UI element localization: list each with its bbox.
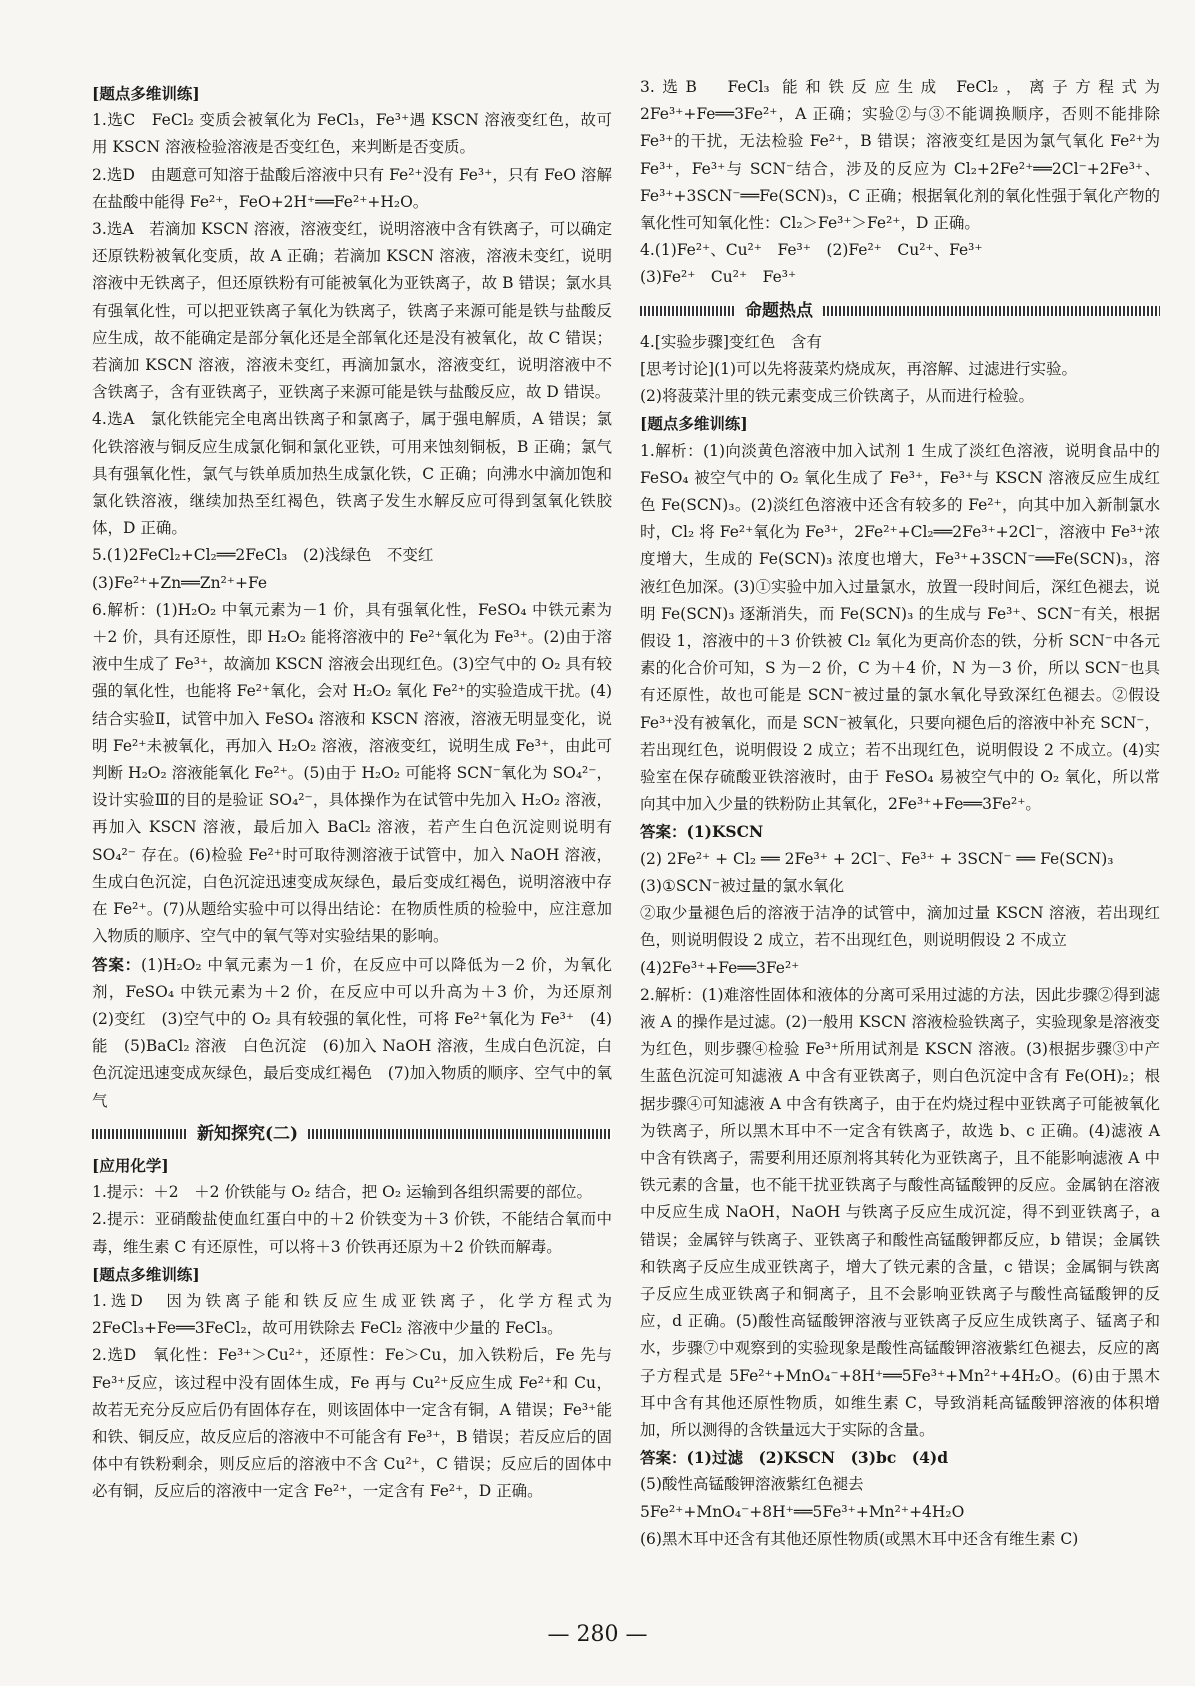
section-banner: [92, 1121, 612, 1148]
left-column: [92, 80, 628, 1506]
answer-item: 1.选D 因为铁离子能和铁反应生成亚铁离子，化学方程式为 2FeCl₃+Fe══3FeCl₂，故可用铁除去 FeCl₂ 溶液中少量的 FeCl₃。: [92, 1291, 612, 1338]
answer-item: 答案：(1)KSCN: [640, 822, 764, 842]
answer-item: 3.选A 若滴加 KSCN 溶液，溶液变红，说明溶液中含有铁离子，可以确定还原铁粉被氧化变质，故 A 正确；若滴加 KSCN 溶液，溶液未变红，说明溶液中无铁离子，但还原铁粉有可能被氧化为亚铁离子，故 B 错误；氯水具有强氧化性，可以把亚铁离子氧化为铁离子，铁离子来源可能是铁与盐酸反应生成，故不能确定是部分氧化还是全部氧化还是没有被氧化，故 C 错误；若滴加 KSCN 溶液，溶液未变红，再滴加氯水，溶液变红，说明溶液中不含铁离子，含有亚铁离子，亚铁离子来源可能是铁与盐酸反应，故 D 错误。: [92, 220, 612, 402]
section-header: [题点多维训练]: [92, 1264, 200, 1284]
answer-item: 2.选D 氧化性：Fe³⁺＞Cu²⁺，还原性：Fe＞Cu，加入铁粉后，Fe 先与 Fe³⁺反应，该过程中没有固体生成，Fe 再与 Cu²⁺反应生成 Fe²⁺和 Cu，故若无充分反应后仍有固体存在，则该固体中一定含有铜，A 错误；Fe³⁺能和铁、铜反应，故反应后的溶液中不可能含有 Fe³⁺，B 错误；若反应后的固体中有铁粉剩余，则反应后的溶液中不含 Cu²⁺，C 错误；反应后的固体中必有铜，反应后的溶液中一定含 Fe²⁺，一定含有 Fe²⁺，D 正确。: [92, 1346, 612, 1501]
answer-item: 4.选A 氯化铁能完全电离出铁离子和氯离子，属于强电解质，A 错误；氯化铁溶液与铜反应生成氯化铜和氯化亚铁，可用来蚀刻铜板，B 正确；氯气具有强氧化性，氯气与铁单质加热生成氯化铁，C 正确；向沸水中滴加饱和氯化铁溶液，继续加热至红褐色，铁离子发生水解反应可得到氢氧化铁胶体，D 正确。: [92, 410, 612, 538]
answer-item: 1.解析：(1)向淡黄色溶液中加入试剂 1 生成了淡红色溶液，说明食品中的 FeSO₄ 被空气中的 O₂ 氧化生成了 Fe³⁺，Fe³⁺与 KSCN 溶液反应生成红色 Fe(SCN)₃。(2)淡红色溶液中还含有较多的 Fe²⁺，向其中加入新制氯水时，Cl₂ 将 Fe²⁺氧化为 Fe³⁺，2Fe²⁺+Cl₂══2Fe³⁺+2Cl⁻，溶液中 Fe³⁺浓度增大，生成的 Fe(SCN)₃ 浓度也增大，Fe³⁺+3SCN⁻══Fe(SCN)₃，溶液红色加深。(3)①实验中加入过量氯水，放置一段时间后，深红色褪去，说明 Fe(SCN)₃ 逐渐消失，而 Fe(SCN)₃ 的生成与 Fe³⁺、SCN⁻有关，根据假设 1，溶液中的＋3 价铁被 Cl₂ 氧化为更高价态的铁，分析 SCN⁻中各元素的化合价可知，S 为－2 价，C 为＋4 价，N 为－3 价，所以 SCN⁻也具有还原性，故也可能是 SCN⁻被过量的氯水氧化导致深红色褪去。②假设 Fe³⁺没有被氧化，而是 SCN⁻被氧化，只要向褪色后的溶液中补充 SCN⁻，若出现红色，说明假设 2 成立；若不出现红色，说明假设 2 不成立。(4)实验室在保存硫酸亚铁溶液时，由于 FeSO₄ 易被空气中的 O₂ 氧化，所以常向其中加入少量的铁粉防止其氧化，2Fe³⁺+Fe══3Fe²⁺。: [640, 441, 1160, 814]
right-column: [640, 74, 1160, 1553]
banner-rule: [640, 306, 735, 316]
section-title: 新知探究(二): [197, 1123, 299, 1144]
answer-item: (3)Fe²⁺ Cu²⁺ Fe³⁺: [640, 268, 797, 287]
answer-item: 4.[实验步骤]变红色 含有: [640, 332, 822, 351]
answer-item: 6.解析：(1)H₂O₂ 中氧元素为－1 价，具有强氧化性，FeSO₄ 中铁元素为＋2 价，具有还原性，即 H₂O₂ 能将溶液中的 Fe²⁺氧化为 Fe³⁺。(2)由于溶液中生成了 Fe³⁺，故滴加 KSCN 溶液会出现红色。(3)空气中的 O₂ 具有较强的氧化性，也能将 Fe²⁺氧化，会对 H₂O₂ 氧化 Fe²⁺的实验造成干扰。(4)结合实验Ⅱ，试管中加入 FeSO₄ 溶液和 KSCN 溶液，溶液无明显变化，说明 Fe²⁺未被氧化，再加入 H₂O₂ 溶液，溶液变红，说明生成 Fe³⁺，由此可判断 H₂O₂ 溶液能氧化 Fe²⁺。(5)由于 H₂O₂ 可能将 SCN⁻氧化为 SO₄²⁻，设计实验Ⅲ的目的是验证 SO₄²⁻，具体操作为在试管中先加入 H₂O₂ 溶液，再加入 KSCN 溶液，最后加入 BaCl₂ 溶液，若产生白色沉淀则说明有 SO₄²⁻ 存在。(6)检验 Fe²⁺时可取待测溶液于试管中，加入 NaOH 溶液，生成白色沉淀，白色沉淀迅速变成灰绿色，最后变成红褐色，说明溶液中存在 Fe²⁺。(7)从题给实验中可以得出结论：在物质性质的检验中，应注意加入物质的顺序、空气中的氧气等对实验结果的影响。: [92, 600, 612, 946]
answer-item: (4)2Fe³⁺+Fe══3Fe²⁺: [640, 958, 800, 977]
section-header: [应用化学]: [92, 1155, 169, 1175]
answer-item: [92, 951, 628, 1115]
answer-item: 1.提示：＋2 ＋2 价铁能与 O₂ 结合，把 O₂ 运输到各组织需要的部位。: [92, 1183, 592, 1202]
answer-item: (3)Fe²⁺+Zn══Zn²⁺+Fe: [92, 573, 268, 592]
banner-rule: [308, 1129, 612, 1139]
answer-item: (3)①SCN⁻被过量的氯水氧化: [640, 876, 845, 895]
answer-item: 1.选C FeCl₂ 变质会被氧化为 FeCl₃，Fe³⁺遇 KSCN 溶液变红色，故可用 KSCN 溶液检验溶液是否变红色，来判断是否变质。: [92, 111, 612, 157]
answer-item: (6)黑木耳中还含有其他还原性物质(或黑木耳中还含有维生素 C): [640, 1529, 1079, 1548]
answer-item: 2.提示：亚硝酸盐使血红蛋白中的＋2 价铁变为＋3 价铁，不能结合氧而中毒，维生素 C 有还原性，可以将＋3 价铁再还原为＋2 价铁而解毒。: [92, 1210, 612, 1256]
answer-item: 5.(1)2FeCl₂+Cl₂══2FeCl₃ (2)浅绿色 不变红: [92, 546, 434, 565]
answer-item: [思考讨论](1)可以先将菠菜灼烧成灰，再溶解、过滤进行实验。: [640, 360, 1078, 379]
answer-label: 答案：: [92, 954, 142, 974]
answer-item: (2) 2Fe²⁺ + Cl₂ ══ 2Fe³⁺ + 2Cl⁻、Fe³⁺ + 3SCN⁻ ══ Fe(SCN)₃: [640, 849, 1114, 868]
section-header: [题点多维训练]: [92, 84, 200, 103]
section-header: [题点多维训练]: [640, 414, 748, 434]
answer-item: 3.选B FeCl₃ 能和铁反应生成 FeCl₂，离子方程式为 2Fe³⁺+Fe══3Fe²⁺，A 正确；实验②与③不能调换顺序，否则不能排除 Fe³⁺的干扰，无法检验 Fe²⁺，B 错误；溶液变红是因为氯气氧化 Fe²⁺为 Fe³⁺，Fe³⁺与 SCN⁻结合，涉及的反应为 Cl₂+2Fe²⁺══2Cl⁻+2Fe³⁺、Fe³⁺+3SCN⁻══Fe(SCN)₃，C 正确；根据氧化剂的氧化性强于氧化产物的氧化性可知氧化性：Cl₂＞Fe³⁺＞Fe²⁺，D 正确。: [640, 78, 1160, 233]
answer-item: (5)酸性高锰酸钾溶液紫红色褪去: [640, 1475, 864, 1494]
section-banner: [640, 298, 1160, 325]
banner-rule: [92, 1129, 187, 1139]
answer-text: (1)H₂O₂ 中氧元素为－1 价，在反应中可以降低为－2 价，为氧化剂，FeSO₄ 中铁元素为＋2 价，在反应中可以升高为＋3 价，为还原剂 (2)变红 (3)空气中的 O₂ 具有较强的氧化性，可将 Fe²⁺氧化为 Fe³⁺ (4)能 (5)BaCl₂ 溶液 白色沉淀 (6)加入 NaOH 溶液，生成白色沉淀，白色沉淀迅速变成灰绿色，最后变成红褐色 (7)加入物质的顺序、空气中的氧气: [92, 955, 628, 1110]
answer-item: ②取少量褪色后的溶液于洁净的试管中，滴加过量 KSCN 溶液，若出现红色，则说明假设 2 成立，若不出现红色，则说明假设 2 不成立: [640, 904, 1160, 950]
answer-item: 5Fe²⁺+MnO₄⁻+8H⁺══5Fe³⁺+Mn²⁺+4H₂O: [640, 1502, 965, 1521]
section-title: 命题热点: [745, 300, 813, 321]
answer-item: 2.解析：(1)难溶性固体和液体的分离可采用过滤的方法，因此步骤②得到滤液 A 的操作是过滤。(2)一般用 KSCN 溶液检验铁离子，实验现象是溶液变为红色，则步骤④检验 Fe³⁺所用试剂是 KSCN 溶液。(3)根据步骤③中产生蓝色沉淀可知滤液 A 中含有亚铁离子，则白色沉淀中含有 Fe(OH)₂；根据步骤④可知滤液 A 中含有铁离子，由于在灼烧过程中亚铁离子可能被氧化为铁离子，所以黑木耳中不一定含有铁离子，故选 b、c 正确。(4)滤液 A 中含有铁离子，需要利用还原剂将其转化为亚铁离子，且不能影响滤液 A 中铁元素的含量，也不能干扰亚铁离子与酸性高锰酸钾的反应。金属钠在溶液中反应生成 NaOH，NaOH 与铁离子反应生成沉淀，得不到亚铁离子，a 错误；金属锌与铁离子、亚铁离子和酸性高锰酸钾都反应，b 错误；金属铁和铁离子反应生成亚铁离子，增大了铁元素的含量，c 错误；金属铜与铁离子反应生成亚铁离子和铜离子，且不会影响亚铁离子与酸性高锰酸钾的反应，d 正确。(5)酸性高锰酸钾溶液与亚铁离子反应生成铁离子、锰离子和水，步骤⑦中观察到的实验现象是酸性高锰酸钾溶液紫红色褪去，反应的离子方程式是 5Fe²⁺+MnO₄⁻+8H⁺══5Fe³⁺+Mn²⁺+4H₂O。(6)由于黑木耳中含有其他还原性物质，如维生素 C，导致消耗高锰酸钾溶液的体积增加，所以测得的含铁量远大于实际的含量。: [640, 985, 1160, 1439]
answer-item: 4.(1)Fe²⁺、Cu²⁺ Fe³⁺ (2)Fe²⁺ Cu²⁺、Fe³⁺: [640, 241, 983, 260]
answer-item: (2)将菠菜汁里的铁元素变成三价铁离子，从而进行检验。: [640, 387, 1034, 406]
answer-item: 答案：(1)过滤 (2)KSCN (3)bc (4)d: [640, 1448, 949, 1468]
answer-item: 2.选D 由题意可知溶于盐酸后溶液中只有 Fe²⁺没有 Fe³⁺，只有 FeO 溶解在盐酸中能得 Fe²⁺，FeO+2H⁺══Fe²⁺+H₂O。: [92, 165, 612, 211]
page-number: — 280 —: [547, 1622, 648, 1647]
banner-rule: [823, 306, 1160, 316]
